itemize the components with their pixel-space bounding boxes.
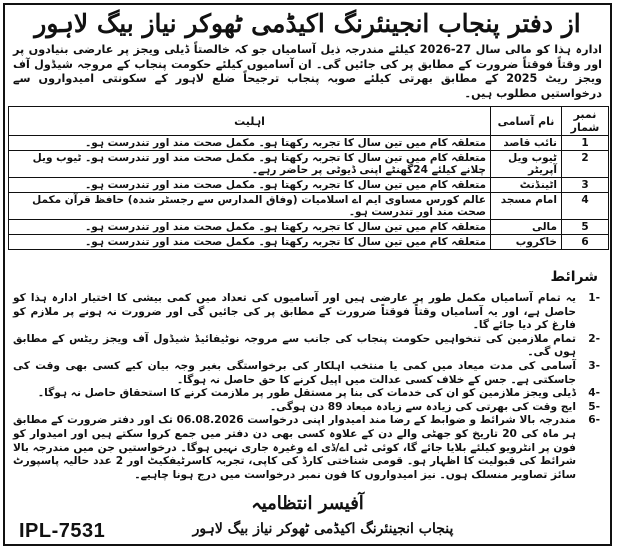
term-text: یہ تمام آسامیاں مکمل طور پر عارضی ہیں اور آسامیوں کی تعداد میں کمی بیشی کا اختیار ادارہ ہذا کو حاصل ہے، اور یہ آسامیاں وقتاً فوقتاً ضرورت کے مطابق پر کی جائیں گی اور ضرورت نہ ہونے پر ملازم کو فارغ کر دیا جائے گا۔	[13, 292, 576, 332]
row-qualification: متعلقہ کام میں تین سال کا تجربہ رکھتا ہو۔ مکمل صحت مند اور تندرست ہو۔	[9, 136, 491, 151]
term-item	[13, 360, 602, 387]
term-number: -6	[588, 414, 600, 427]
row-serial: 6	[562, 235, 609, 250]
table-header-row	[9, 107, 609, 136]
row-qualification: متعلقہ کام میں تین سال کا تجربہ رکھتا ہو۔ مکمل صحت مند اور تندرست ہو۔	[9, 235, 491, 250]
term-number: -4	[588, 387, 600, 400]
header-post-name: نام آسامی	[491, 107, 562, 136]
term-number: -5	[588, 400, 600, 413]
intro-paragraph: ادارہ ہذا کو مالی سال 27-2026 کیلئے مندرجہ ذیل آسامیاں جو کہ خالصتاً ڈیلی ویجز پر عارضی بنیادوں پر اور وقتاً فوقتاً ضرورت کے مطابق پر کی جائیں گی۔ ان آسامیوں کیلئے حکومت پنجاب کے مروجہ شیڈول آف ویجز ریٹ 2025 کے مطابق بھرتی کیلئے صوبہ پنجاب ترجیحاً ضلع لاہور کے سکونتی امیدواروں سے درخواستیں مطلوب ہیں۔	[13, 43, 602, 100]
row-post-name: نائب قاصد	[491, 136, 562, 151]
row-qualification: متعلقہ کام میں تین سال کا تجربہ رکھتا ہو۔ مکمل صحت مند اور تندرست ہو۔	[9, 220, 491, 235]
row-post-name: ٹیوب ویل آپریٹر	[491, 151, 562, 178]
terms-list	[13, 292, 602, 482]
row-serial: 1	[562, 136, 609, 151]
term-item	[13, 401, 602, 415]
signature-organization: پنجاب انجینئرنگ اکیڈمی ٹھوکر نیاز بیگ لاہور	[192, 521, 454, 537]
row-qualification: متعلقہ کام میں تین سال کا تجربہ رکھتا ہو۔ مکمل صحت مند اور تندرست ہو۔	[9, 178, 491, 193]
term-item	[13, 414, 602, 482]
header-qualification: اہلیت	[9, 107, 491, 136]
row-qualification: عالم کورس مساوی ایم اے اسلامیات (وفاق المدارس سے رجسٹر شدہ) حافظ قرآن مکمل صحت مند اور تندرست ہو۔	[9, 193, 491, 220]
term-text: ڈیلی ویجز ملازمین کو ان کی خدمات کی بنا پر مستقل طور پر ملازمت کرنے کا استحقاق حاصل نہ ہوگا۔	[37, 387, 576, 400]
term-number: -2	[588, 332, 600, 345]
ad-title: از دفتر پنجاب انجینئرنگ اکیڈمی ٹھوکر نیاز بیگ لاہور	[34, 9, 581, 38]
table-row	[9, 220, 609, 235]
row-serial: 4	[562, 193, 609, 220]
table-row	[9, 193, 609, 220]
term-text: مندرجہ بالا شرائط و ضوابط کے رضا مند امیدوار اپنی درخواست 06.08.2026 تک اور دفتر ضرورت کے مطابق ہر ماہ کی 20 تاریخ کو جھٹی والے دن کے علاوہ کسی بھی دن دفتر میں جمع کروا سکتے ہیں اور امیدوار کو فون پر انٹرویو کیلئے بلایا جائے گا، کوئی ٹی اے/ڈی اے وغیرہ جاری نہیں ہوگا۔ درخواستیں جن میں مندرجہ بالا شرائط کی قبولیت کا اظہار ہو۔ قومی شناختی کارڈ کی کاپی، تجربہ کاسرٹیفکیٹ اور 2 عدد حالیہ پاسپورٹ سائز تصاویر منسلک ہوں۔ نیز امیدواروں کا فون نمبر درخواست میں درج ہونا چاہیے۔	[13, 414, 576, 481]
ad-code: IPL-7531	[19, 520, 106, 542]
term-text: ایج وقت کی بھرتی کی زیادہ سے زیادہ میعاد 89 دن ہوگی۔	[269, 400, 576, 413]
posts-table	[8, 106, 609, 250]
term-text: آسامی کی مدت میعاد میں کمی یا منتخب اہلکار کی برخواستگی بغیر وجہ بیان کیے کسی بھی وقت کی جاسکتی ہے۔ جس کے خلاف کسی عدالت میں اپیل کرنے کا حق حاصل نہ ہوگا۔	[13, 359, 576, 386]
row-post-name: امام مسجد	[491, 193, 562, 220]
term-text: تمام ملازمین کی تنخواہیں حکومت پنجاب کی جانب سے مروجہ نوٹیفائیڈ شیڈول آف ویجز ریٹس کے مطابق ہوں گی۔	[13, 332, 576, 359]
term-number: -1	[588, 292, 600, 304]
term-item	[13, 292, 602, 333]
row-post-name: خاکروب	[491, 235, 562, 250]
row-qualification: متعلقہ کام میں تین سال کا تجربہ رکھتا ہو۔ مکمل صحت مند اور تندرست ہو۔ ٹیوب ویل چلانے کیلئے 24گھنٹے اپنی ڈیوٹی پر حاضر رہے۔	[9, 151, 491, 178]
term-number: -3	[588, 359, 600, 372]
header-serial: نمبر شمار	[562, 107, 609, 136]
row-serial: 5	[562, 220, 609, 235]
term-item	[13, 333, 602, 360]
table-row	[9, 151, 609, 178]
row-post-name: مالی	[491, 220, 562, 235]
job-advertisement	[3, 3, 612, 546]
term-item	[13, 387, 602, 401]
row-post-name: اٹینڈنٹ	[491, 178, 562, 193]
row-serial: 3	[562, 178, 609, 193]
table-row	[9, 178, 609, 193]
table-row	[9, 136, 609, 151]
terms-heading: شرائط	[550, 269, 598, 285]
row-serial: 2	[562, 151, 609, 178]
table-row	[9, 235, 609, 250]
signature-title: آفیسر انتظامیہ	[251, 493, 364, 514]
